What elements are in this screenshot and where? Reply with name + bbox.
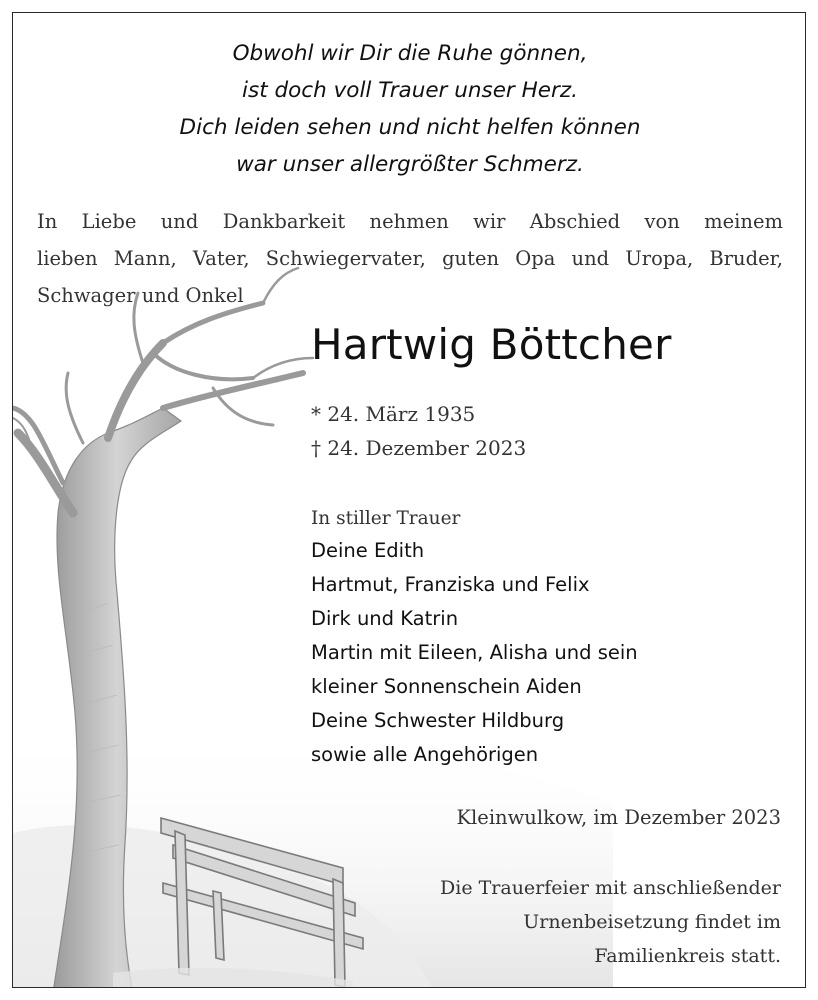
obituary-notice [12,12,806,988]
verse-line: Dich leiden sehen und nicht helfen können [179,115,641,140]
mourner-name: sowie alle Angehörigen [311,743,539,766]
funeral-note-line: Urnenbeisetzung findet im [523,911,781,933]
intro-line: Schwager und Onkel [37,284,244,307]
place-and-date: Kleinwulkow, im Dezember 2023 [456,806,781,829]
mourner-name: Deine Schwester Hildburg [311,709,565,732]
mourner-name: Martin mit Eileen, Alisha und sein [311,641,638,664]
mourner-name: Hartmut, Franziska und Felix [311,573,590,596]
intro-line: lieben Mann, Vater, Schwiegervater, guten Opa und Uropa, Bruder, [37,247,783,270]
mourners-list [311,534,638,772]
death-date: † 24. Dezember 2023 [311,436,527,460]
verse-line: Obwohl wir Dir die Ruhe gönnen, [232,41,588,66]
birth-date: * 24. März 1935 [311,402,476,426]
verse-line: war unser allergrößter Schmerz. [236,152,584,177]
funeral-note-line: Familienkreis statt. [594,945,781,967]
funeral-note-line: Die Trauerfeier mit anschließender [440,877,781,899]
mourner-name: Dirk und Katrin [311,607,459,630]
intro-line: In Liebe und Dankbarkeit nehmen wir Abschied von meinem [37,210,783,233]
verse-line: ist doch voll Trauer unser Herz. [242,78,578,103]
mourner-name: kleiner Sonnenschein Aiden [311,675,582,698]
life-dates [311,397,526,465]
deceased-name: Hartwig Böttcher [311,320,672,369]
mourner-name: Deine Edith [311,539,425,562]
intro-text [37,203,783,314]
mourners-heading: In stiller Trauer [311,508,461,529]
funeral-note [440,871,781,973]
memorial-verse [13,35,806,183]
